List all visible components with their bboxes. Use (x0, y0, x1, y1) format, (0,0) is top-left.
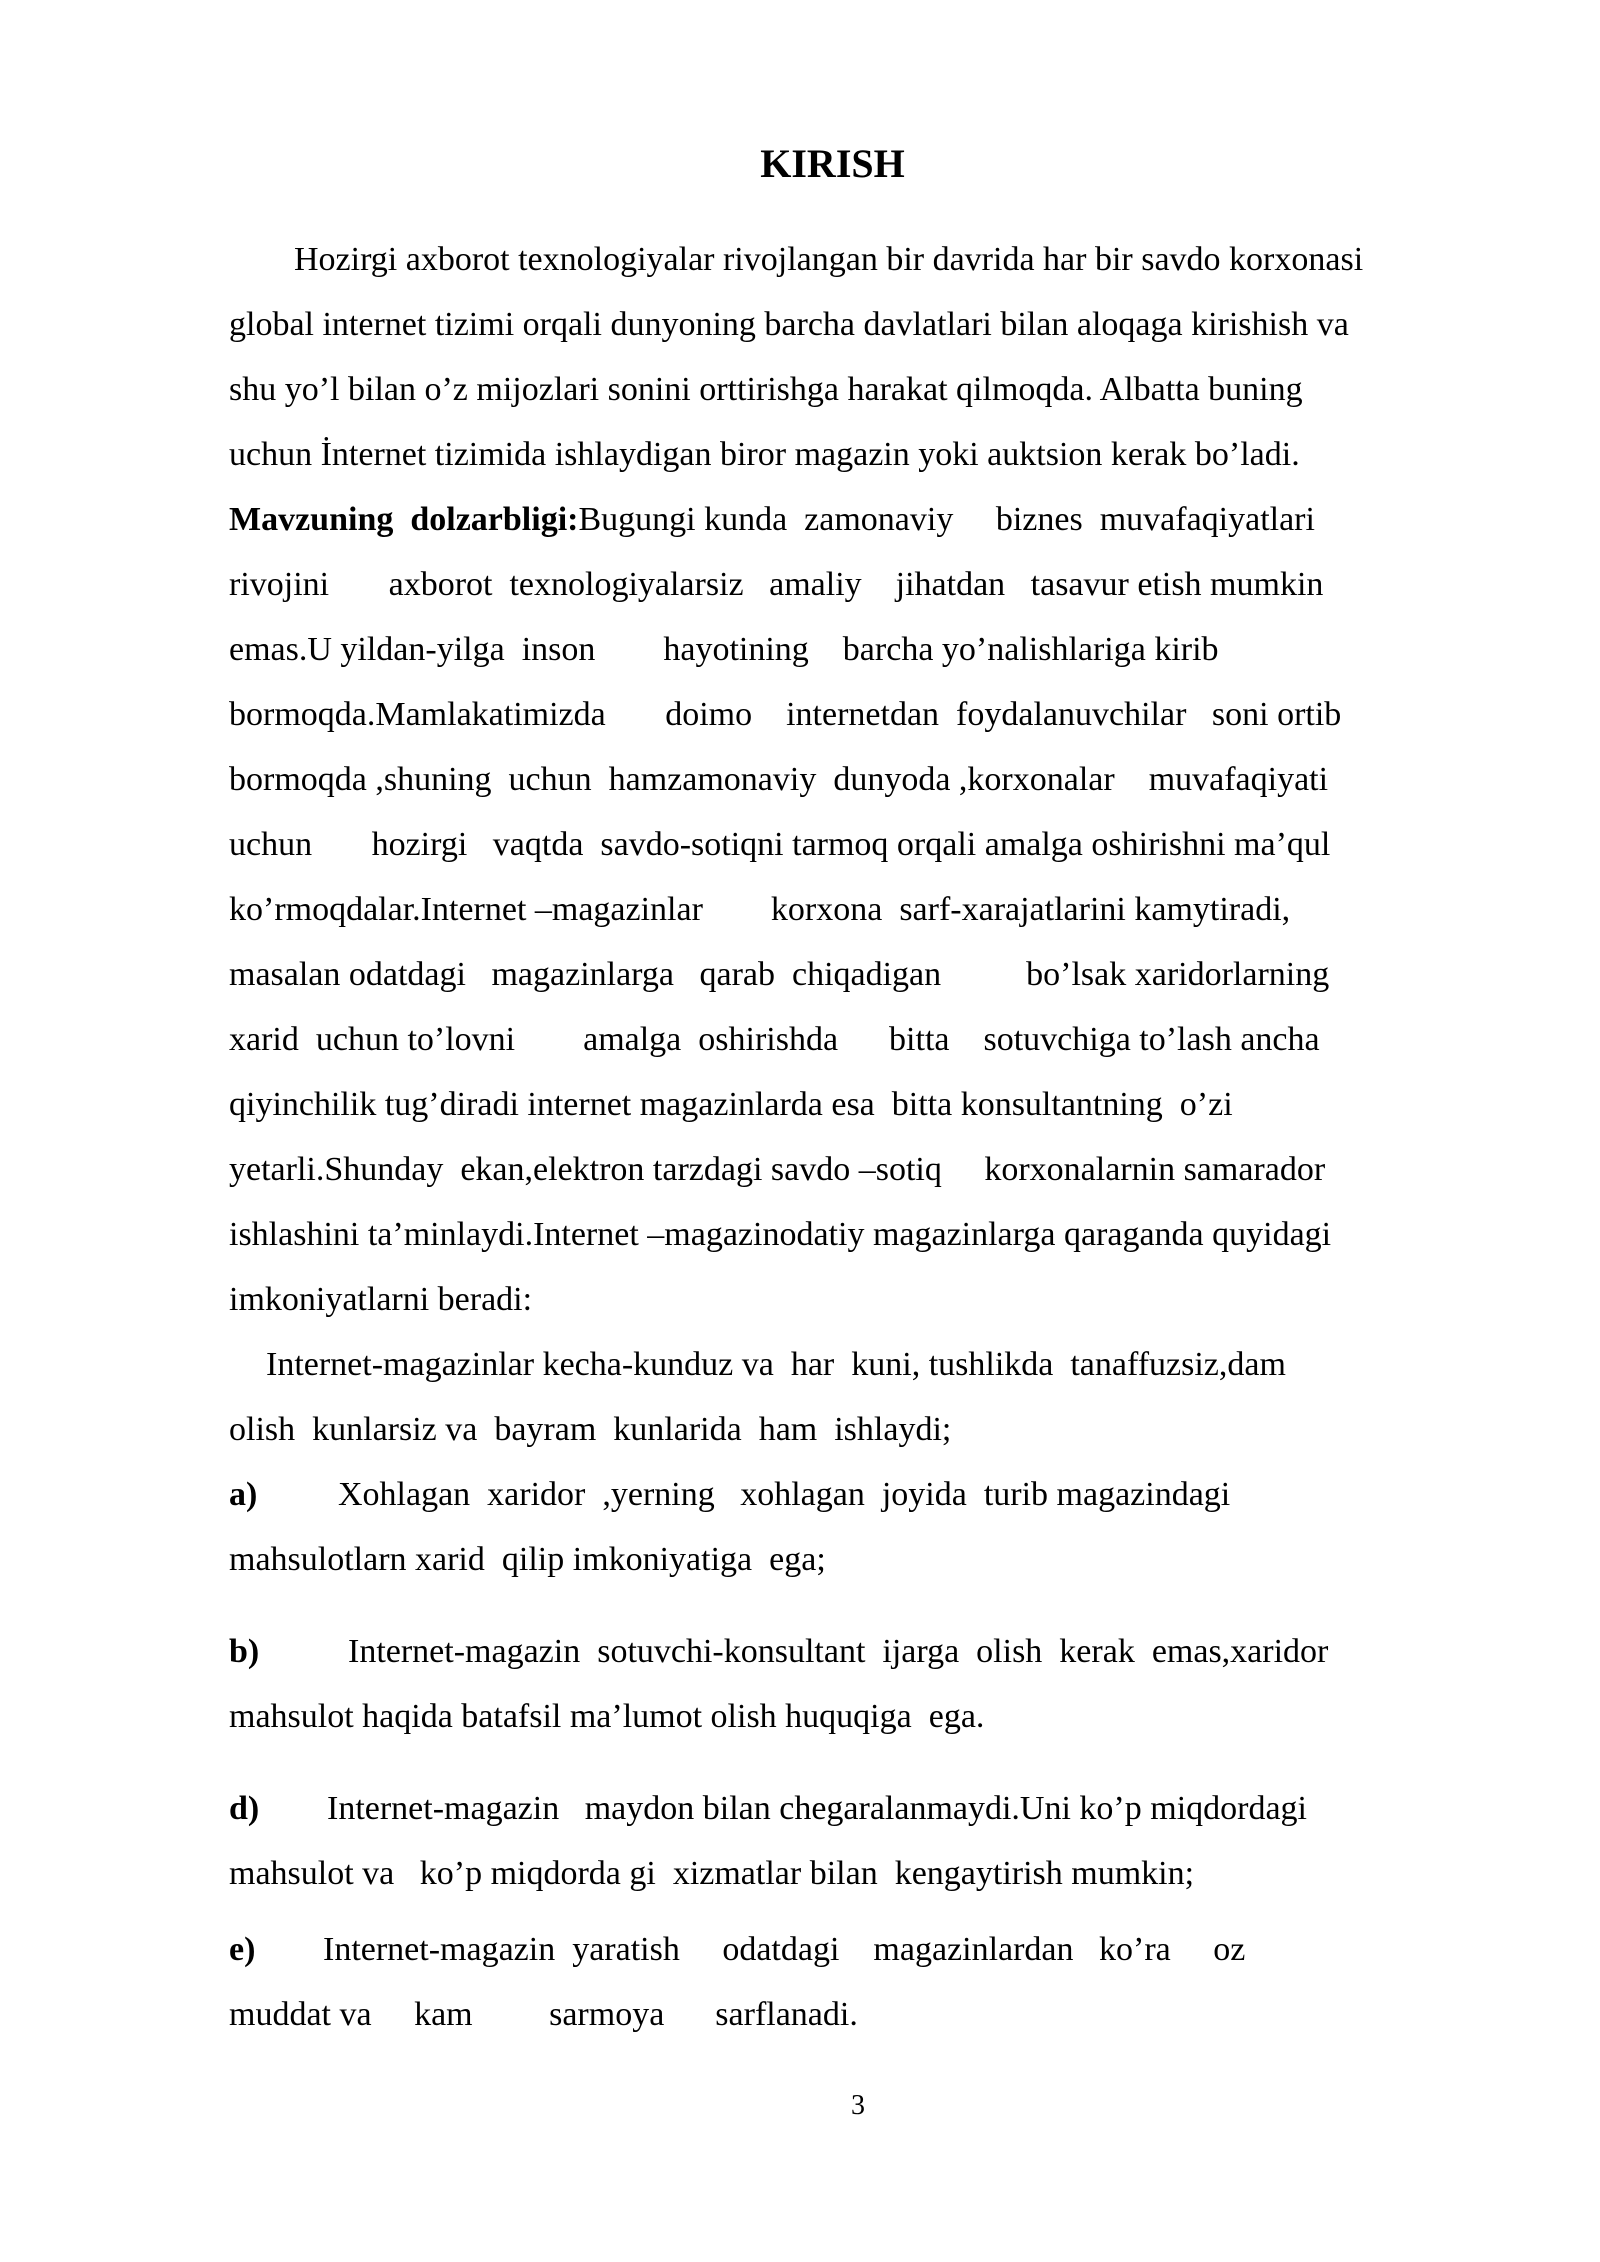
list-marker: d) (229, 1790, 260, 1827)
page-title: KIRISH (760, 141, 905, 186)
list-marker: e) (229, 1931, 256, 1968)
paragraph-line: masalan odatdagi magazinlarga qarab chiqadigan bo’lsak xaridorlarning (229, 956, 1330, 993)
paragraph-line: rivojini axborot texnologiyalarsiz amaliy jihatdan tasavur etish mumkin (229, 566, 1324, 603)
list-item-text: Xohlagan xaridor ,yerning xohlagan joyida turib magazindagi (338, 1476, 1231, 1513)
paragraph-line: Hozirgi axborot texnologiyalar rivojlangan bir davrida har bir savdo korxonasi (294, 241, 1364, 278)
paragraph-line: yetarli.Shunday ekan,elektron tarzdagi savdo –sotiq korxonalarnin samarador (229, 1151, 1326, 1188)
paragraph-line: imkoniyatlarni beradi: (229, 1281, 533, 1318)
list-marker: b) (229, 1633, 260, 1670)
paragraph-line (229, 500, 1315, 540)
paragraph-line: olish kunlarsiz va bayram kunlarida ham ishlaydi; (229, 1411, 952, 1448)
list-item-text: mahsulotlarn xarid qilip imkoniyatiga ega; (229, 1541, 826, 1578)
list-item-text: Internet-magazin sotuvchi-konsultant ijarga olish kerak emas,xaridor (348, 1633, 1329, 1670)
paragraph-line: bormoqda.Mamlakatimizda doimo internetdan foydalanuvchilar soni ortib (229, 696, 1342, 733)
paragraph-line: uchun İnternet tizimida ishlaydigan biror magazin yoki auktsion kerak bo’ladi. (229, 436, 1300, 473)
paragraph-line: Internet-magazinlar kecha-kunduz va har kuni, tushlikda tanaffuzsiz,dam (266, 1346, 1286, 1383)
list-item-text: mahsulot va ko’p miqdorda gi xizmatlar bilan kengaytirish mumkin; (229, 1855, 1195, 1892)
paragraph-line: global internet tizimi orqali dunyoning barcha davlatlari bilan aloqaga kirishish va (229, 306, 1349, 343)
paragraph-line: uchun hozirgi vaqtda savdo-sotiqni tarmoq orqali amalga oshirishni ma’qul (229, 826, 1331, 863)
paragraph-line: xarid uchun to’lovni amalga oshirishda bitta sotuvchiga to’lash ancha (229, 1021, 1320, 1058)
section-label: Mavzuning dolzarbligi: (229, 501, 579, 538)
list-marker: a) (229, 1476, 258, 1513)
paragraph-line: qiyinchilik tug’diradi internet magazinlarda esa bitta konsultantning o’zi (229, 1086, 1233, 1123)
paragraph-line: emas.U yildan-yilga inson hayotining barcha yo’nalishlariga kirib (229, 631, 1219, 668)
paragraph-text: Bugungi kunda zamonaviy biznes muvafaqiyatlari (578, 501, 1315, 538)
list-item-text: Internet-magazin yaratish odatdagi magazinlardan ko’ra oz (323, 1931, 1246, 1968)
paragraph-line: shu yo’l bilan o’z mijozlari sonini orttirishga harakat qilmoqda. Albatta buning (229, 371, 1303, 408)
paragraph-line: bormoqda ,shuning uchun hamzamonaviy dunyoda ,korxonalar muvafaqiyati (229, 761, 1329, 798)
paragraph-line: ishlashini ta’minlaydi.Internet –magazinodatiy magazinlarga qaraganda quyidagi (229, 1216, 1332, 1253)
list-item-text: mahsulot haqida batafsil ma’lumot olish huquqiga ega. (229, 1698, 985, 1735)
list-item-text: muddat va kam sarmoya sarflanadi. (229, 1996, 858, 2033)
paragraph-line: ko’rmoqdalar.Internet –magazinlar korxona sarf-xarajatlarini kamytiradi, (229, 891, 1291, 928)
list-item-text: Internet-magazin maydon bilan chegaralanmaydi.Uni ko’p miqdordagi (327, 1790, 1308, 1827)
page-number: 3 (851, 2090, 865, 2121)
